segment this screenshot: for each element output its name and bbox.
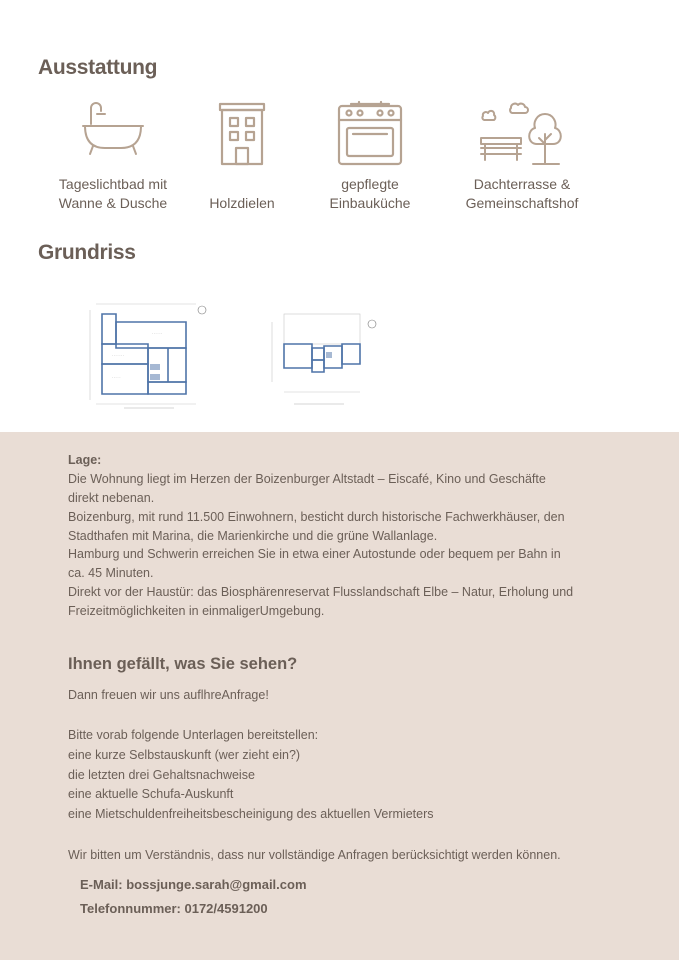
contact-email[interactable]: E-Mail: bossjunge.sarah@gmail.com [80, 877, 307, 892]
oven-icon [335, 100, 405, 166]
docs-item: die letzten drei Gehaltsnachweise [68, 768, 255, 782]
bathtub-icon [73, 100, 153, 162]
feature-label-line2: Gemeinschaftshof [465, 195, 579, 211]
feature-label-line2: Einbauküche [329, 195, 411, 211]
section-title-grundriss: Grundriss [38, 241, 136, 264]
feature-label-line1: gepflegte [341, 176, 399, 192]
lage-line: Stadthafen mit Marina, die Marienkirche und die grüne Wallanlage. [68, 529, 438, 543]
svg-text:- - - - - -: - - - - - - [152, 331, 163, 335]
floor-plan-upper-image [264, 308, 386, 412]
lage-line: Direkt vor der Haustür: das Biosphärenreservat Flusslandschaft Elbe – Natur, Erholung und [68, 585, 574, 599]
feature-label-line1: Dachterrasse & [473, 176, 571, 192]
feature-label-line1: Tageslichtbad mit [58, 176, 168, 192]
feature-oven [290, 100, 450, 211]
feature-park [442, 100, 602, 211]
docs-item: eine kurze Selbstauskunft (wer zieht ein?) [68, 748, 301, 762]
floor-plan-lower-image [84, 300, 214, 412]
docs-item: eine aktuelle Schufa-Auskunft [68, 787, 234, 801]
feature-label-line2: Holzdielen [209, 195, 275, 211]
docs-title: Bitte vorab folgende Unterlagen bereitstellen: [68, 728, 319, 742]
lage-line: Boizenburg, mit rund 11.500 Einwohnern, besticht durch historische Fachwerkhäuser, den [68, 510, 565, 524]
svg-text:- - - - -: - - - - - [112, 375, 121, 379]
svg-text:- - - - - - -: - - - - - - - [112, 353, 124, 357]
lage-line: ca. 45 Minuten. [68, 566, 154, 580]
section-title-ausstattung: Ausstattung [38, 56, 158, 79]
lage-line: Die Wohnung liegt im Herzen der Boizenburger Altstadt – Eiscafé, Kino und Geschäfte [68, 472, 546, 486]
anfrage-title: Ihnen gefällt, was Sie sehen? [68, 655, 298, 673]
lage-line: Hamburg und Schwerin erreichen Sie in etwa einer Autostunde oder bequem per Bahn in [68, 547, 561, 561]
feature-label-line2: Wanne & Dusche [58, 195, 168, 211]
anfrage-intro: Dann freuen wir uns auflhreAnfrage! [68, 688, 269, 702]
building-icon [212, 100, 272, 166]
contact-phone[interactable]: Telefonnummer: 0172/4591200 [80, 901, 268, 916]
park-bench-tree-icon [477, 100, 567, 166]
lage-line: Freizeitmöglichkeiten in einmaligerUmgebung. [68, 604, 325, 618]
anfrage-note: Wir bitten um Verständnis, dass nur vollständige Anfragen berücksichtigt werden können. [68, 848, 561, 862]
docs-item: eine Mietschuldenfreiheitsbescheinigung des aktuellen Vermieters [68, 807, 434, 821]
lage-title: Lage: [68, 453, 102, 467]
lage-line: direkt nebenan. [68, 491, 155, 505]
